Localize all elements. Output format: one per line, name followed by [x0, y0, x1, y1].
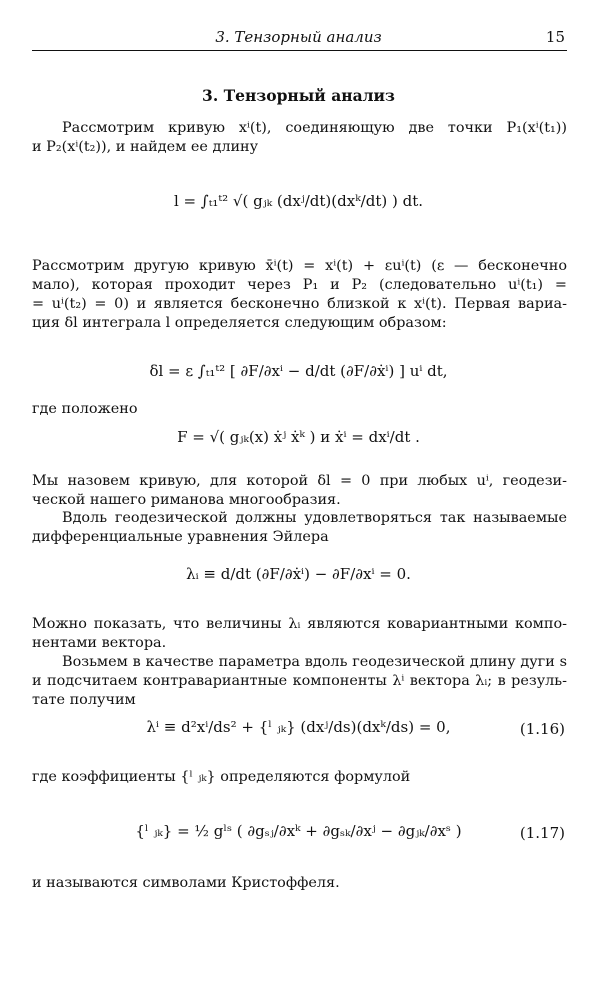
paragraph-line: и называются символами Кристоффеля. — [32, 875, 340, 891]
equation-number-1-16: (1.16) — [519, 720, 565, 738]
equation-christoffel — [0, 822, 597, 840]
equation-christoffel-body: {ˡ ⱼₖ} = ½ gˡˢ ( ∂gₛⱼ/∂xᵏ + ∂gₛₖ/∂xʲ − ∂gⱼₖ/∂xˢ ) — [135, 822, 462, 840]
equation-number-1-17: (1.17) — [519, 824, 565, 842]
paragraph-line: где положено — [32, 401, 138, 417]
paragraph-line: мало), которая проходит через P₁ и P₂ (следовательно uⁱ(t₁) = — [32, 277, 567, 293]
equation-euler: λᵢ ≡ d/dt (∂F/∂ẋⁱ) − ∂F/∂xⁱ = 0. — [186, 565, 411, 583]
paragraph-line: ция δl интеграла l определяется следующим образом: — [32, 315, 447, 331]
paragraph-line: = uⁱ(t₂) = 0) и является бесконечно близкой к xⁱ(t). Первая вариа- — [32, 296, 567, 312]
paragraph-line: Возьмем в качестве параметра вдоль геодезической длину дуги s — [62, 654, 567, 670]
paragraph-line: Рассмотрим кривую xⁱ(t), соединяющую две точки P₁(xⁱ(t₁)) — [62, 120, 567, 136]
paragraph-2 — [32, 257, 567, 333]
paragraph-line: и подсчитаем контравариантные компоненты λⁱ вектора λᵢ; в резуль- — [32, 673, 567, 689]
equation-variation: δl = ε ∫ₜ₁ᵗ² [ ∂F/∂xⁱ − d/dt (∂F/∂ẋⁱ) ] uⁱ dt, — [149, 362, 448, 380]
paragraph-line: Рассмотрим другую кривую x̄ⁱ(t) = xⁱ(t) + εuⁱ(t) (ε — бесконечно — [32, 258, 567, 274]
paragraph-line: ческой нашего риманова многообразия. — [32, 492, 341, 508]
section-title: 3. Тензорный анализ — [202, 86, 395, 105]
paragraph-final — [32, 874, 567, 893]
equation-length: l = ∫ₜ₁ᵗ² √( gⱼₖ (dxʲ/dt)(dxᵏ/dt) ) dt. — [173, 192, 423, 210]
paragraph-5 — [32, 615, 567, 653]
paragraph-where — [32, 400, 567, 419]
paragraph-1 — [32, 119, 567, 157]
running-head — [0, 28, 597, 50]
page-number: 15 — [545, 28, 565, 46]
header-rule — [32, 50, 567, 51]
coeff-text-b: определяются формулой — [220, 769, 411, 785]
paragraph-line: тате получим — [32, 692, 136, 708]
coeff-symbol: {ˡ ⱼₖ} — [180, 769, 216, 785]
coeff-text-a: где коэффициенты — [32, 769, 176, 785]
equation-F: F = √( gⱼₖ(x) ẋʲ ẋᵏ ) и ẋⁱ = dxⁱ/dt . — [177, 428, 420, 446]
paragraph-6 — [32, 653, 567, 710]
paragraph-line: и P₂(xⁱ(t₂)), и найдем ее длину — [32, 139, 259, 155]
equation-geodesic-body: λⁱ ≡ d²xⁱ/ds² + {ˡ ⱼₖ} (dxʲ/ds)(dxᵏ/ds) = 0, — [146, 718, 451, 736]
paragraph-line: Вдоль геодезической должны удовлетворяться так называемые — [62, 510, 567, 526]
paragraph-line: Мы назовем кривую, для которой δl = 0 при любых uⁱ, геодези- — [32, 473, 567, 489]
equation-geodesic — [0, 718, 597, 736]
paragraph-line: дифференциальные уравнения Эйлера — [32, 529, 329, 545]
paragraph-4 — [32, 509, 567, 547]
paragraph-line — [32, 768, 567, 787]
paragraph-coefficients — [32, 768, 567, 787]
paragraph-3 — [32, 472, 567, 510]
paragraph-line: нентами вектора. — [32, 635, 167, 651]
paragraph-line: Можно показать, что величины λᵢ являются ковариантными компо- — [32, 616, 567, 632]
running-title: 3. Тензорный анализ — [215, 28, 382, 46]
